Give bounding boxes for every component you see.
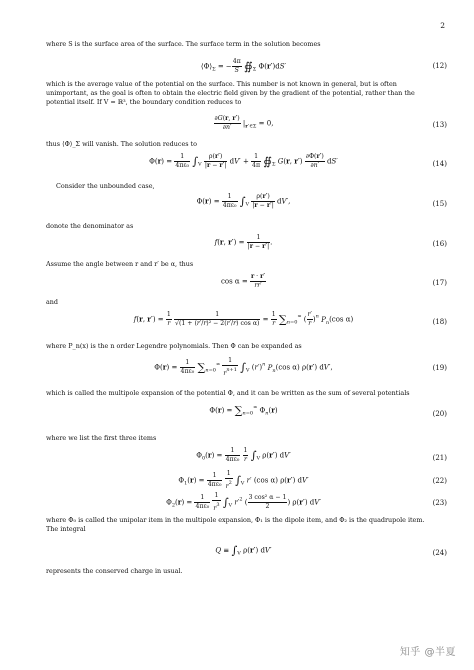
equation-23: $\Phi_2(r)$ = $\frac{1}{\text{4πε₀}}$ $\frac{1}{r^3}$ $\int_V$ $r'^2$ ( $\frac{\text{3 cos² α − 1}}{2}$ ) ρ(r′) dV′ [166,492,321,512]
equation-number: (20) [432,410,447,418]
equation-number: (15) [432,200,447,208]
paragraph: donote the denominator as [46,222,134,230]
equation-22: $\Phi_1(r)$ = $\frac{1}{\text{4πε₀}}$ $\frac{1}{r^2}$ $\int_V$ r′ (cos α) ρ(r′) dV′ [178,470,309,490]
equation-24: $Q \equiv \int_V$ ρ(r′) dV′ [215,544,272,557]
equation-number: (18) [432,318,447,326]
equation-number: (17) [432,279,447,287]
equation-16: f(r, r′) = $\frac{1}{|r - r'|}$ . [214,234,273,250]
equation-number: (16) [432,240,447,248]
paragraph: Assume the angle between r and r′ be α, thus [46,260,194,268]
equation-12: $⟨\Phi⟩_\Sigma$ = − $\frac{4\pi}{S}$ $∯_\Sigma$ Φ(r′)dS′ [200,58,287,74]
equation-21: $\Phi_0(r)$ = $\frac{1}{\text{4πε₀}}$ $\frac{1}{r}$ $\int_V$ ρ(r′) dV′ [196,447,291,463]
paragraph: Consider the unbounded case, [56,182,155,190]
equation-number: (23) [432,499,447,507]
equation-20: $\Phi(r) = \sum_{n=0}^\infty$ $\Phi_n(r)$ [209,404,278,417]
equation-number: (21) [432,454,447,462]
paragraph: where Φ₀ is called the unipolar item in the multipole expansion, Φ₁ is the dipole item, and Φ₂ is the quadrupole item. The integral [46,516,425,534]
equation-13: $\frac{\partial G(r, r')}{\partial n'}$ $|_{r'\in\Sigma} = 0$, [214,115,274,131]
equation-17: cos α = $\frac{r \cdot r'}{rr'}$ [220,273,266,289]
paragraph: and [46,298,59,306]
paragraph: which is called the multipole expansion of the potential Φ, and it can be written as the sum of several potentials [46,389,410,397]
equation-number: (13) [432,121,447,129]
paragraph: which is the average value of the potential on the surface. This number is not known in general, but is often unimportant, as the goal is often to obtain the electric field given by the gradient of the potential, rather than the potential itself. If V = ℝ³, the boundary condition reduces to [46,80,415,107]
watermark: 知乎 @半夏 [399,647,456,658]
paragraph: where P_n(x) is the n order Legendre polynomials. Then Φ can be expanded as [46,342,302,350]
equation-19: Φ(r) = $\frac{1}{\text{4πε₀}}$ $\sum_{n=0}^\infty$ $\frac{1}{r^{n+1}}$ $\int_V$ $(r')^n$ $P_n(\cos$ α) ρ(r′) dV′, [154,357,333,377]
equation-15: Φ(r) = $\frac{1}{\text{4πε₀}}$ $\int_V$ $\frac{\rho(r')}{|r - r'|}$ dV′, [196,193,291,209]
equation-18: f(r, r′) = $\frac{1}{r}$ $\frac{1}{\text{√(1 + (r′/r)² − 2(r′/r) cos α)}}$ = $\frac{1}{r}$ $\sum_{n=0}^\infty$ ( $\frac{r'}{r}$ )$^n$ $P_n(\cos$ α) [133,311,354,327]
equation-14: Φ(r) = $\frac{1}{\text{4πε₀}}$ $\int_V$ $\frac{\rho(r')}{|r - r'|}$ dV′ + $\frac{1}{4\pi}$ $∯_\Sigma$ G(r, r′) $\frac{\partial\Phi(r')}{\partial n'}$ dS′ [149,153,338,169]
equation-number: (12) [432,62,447,70]
equation-number: (24) [432,549,447,557]
equation-number: (22) [432,477,447,485]
paragraph: where S is the surface area of the surface. The surface term in the solution becomes [46,40,321,48]
paragraph: thus ⟨Φ⟩_Σ will vanish. The solution reduces to [46,140,197,148]
equation-number: (19) [432,364,447,372]
page-number: 2 [440,21,445,30]
equation-number: (14) [432,160,447,168]
paragraph: represents the conserved charge in usual. [46,567,183,575]
paragraph: where we list the first three items [46,434,157,442]
